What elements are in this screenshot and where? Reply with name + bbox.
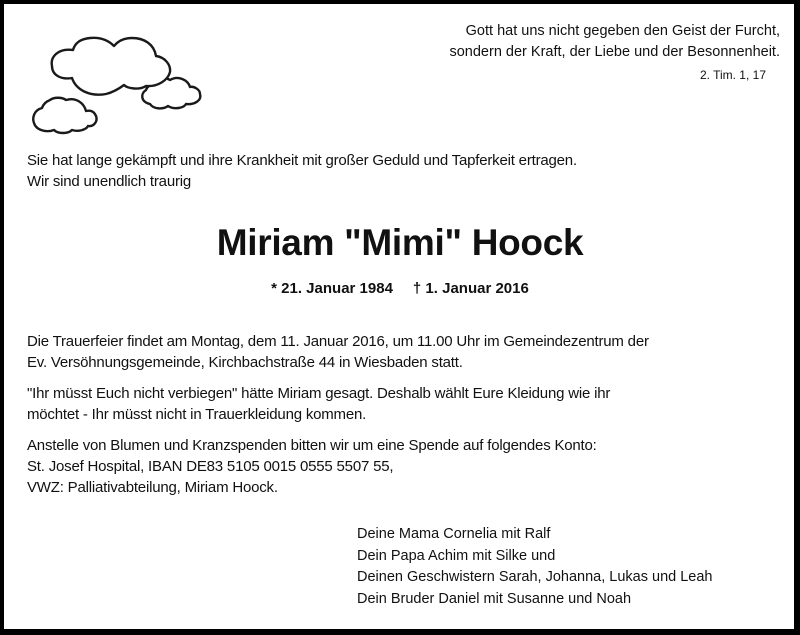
- intro-text: [27, 150, 577, 192]
- donation-line-3: VWZ: Palliativabteilung, Miriam Hoock.: [27, 479, 278, 496]
- quote-reference: 2. Tim. 1, 17: [699, 68, 766, 82]
- donation-line-1: Anstelle von Blumen und Kranzspenden bitten wir um eine Spende auf folgendes Konto:: [27, 437, 597, 454]
- clothing-line-1: "Ihr müsst Euch nicht verbiegen" hätte Miriam gesagt. Deshalb wählt Eure Kleidung wie ihr: [27, 385, 611, 402]
- signer: Deinen Geschwistern Sarah, Johanna, Lukas und Leah: [357, 569, 713, 585]
- donation-line-2: St. Josef Hospital, IBAN DE83 5105 0015 0555 5507 55,: [27, 458, 394, 475]
- signer: Deine Mama Cornelia mit Ralf: [357, 526, 551, 542]
- life-dates: [0, 279, 800, 299]
- clouds-icon: [28, 30, 218, 140]
- signer: Dein Papa Achim mit Silke und: [357, 547, 556, 564]
- ceremony-line-1: Die Trauerfeier findet am Montag, dem 11. Januar 2016, um 11.00 Uhr im Gemeindezentrum der: [27, 333, 649, 350]
- deceased-name: Miriam "Mimi" Hoock: [216, 222, 584, 263]
- donation-paragraph: [27, 435, 787, 498]
- clothing-line-2: möchtet - Ihr müsst nicht in Trauerkleidung kommen.: [27, 406, 367, 423]
- clothing-paragraph: [27, 383, 787, 425]
- ceremony-line-2: Ev. Versöhnungsgemeinde, Kirchbachstraße 44 in Wiesbaden statt.: [27, 354, 463, 371]
- birth-date: * 21. Januar 1984: [271, 280, 393, 297]
- quote-line-2: sondern der Kraft, der Liebe und der Besonnenheit.: [449, 44, 780, 60]
- signer: Dein Bruder Daniel mit Susanne und Noah: [357, 590, 632, 607]
- intro-line-1: Sie hat lange gekämpft und ihre Krankheit mit großer Geduld und Tapferkeit ertragen.: [27, 152, 577, 169]
- quote-line-1: Gott hat uns nicht gegeben den Geist der Furcht,: [465, 23, 780, 39]
- intro-line-2: Wir sind unendlich traurig: [27, 173, 192, 190]
- obituary-body: [27, 331, 787, 508]
- ceremony-paragraph: [27, 331, 787, 373]
- bible-quote: [424, 21, 780, 84]
- death-date: † 1. Januar 2016: [412, 280, 529, 297]
- signers-list: [357, 524, 712, 610]
